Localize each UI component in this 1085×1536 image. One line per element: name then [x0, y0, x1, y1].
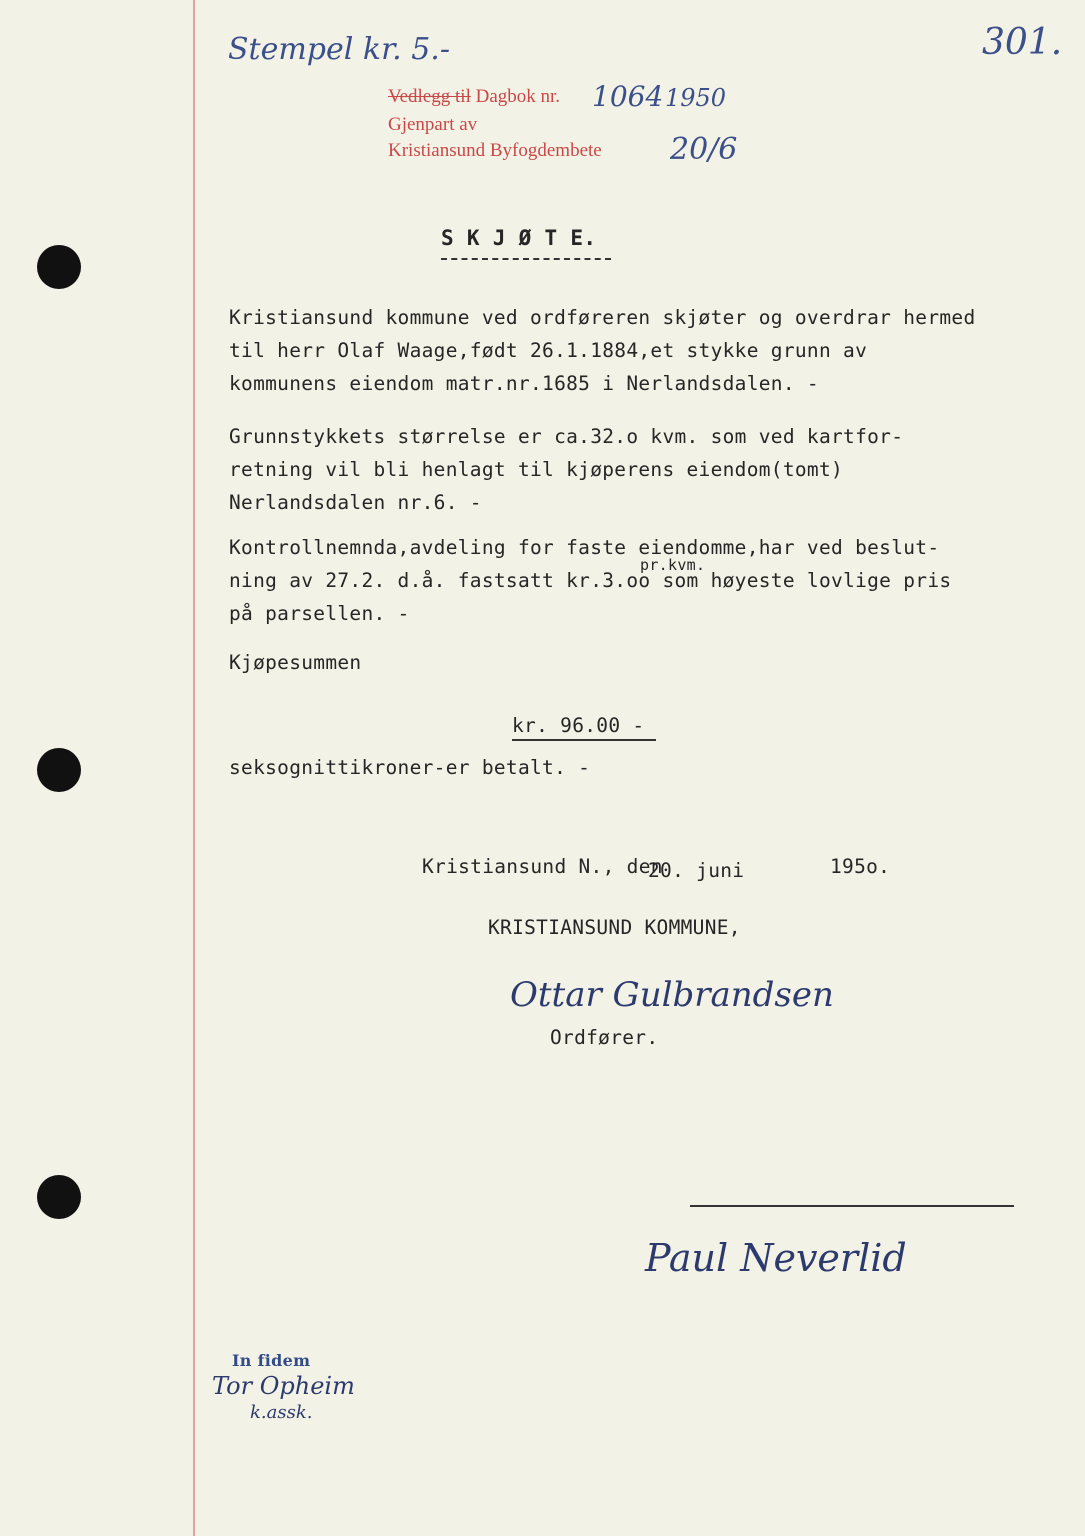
punch-hole: [37, 245, 81, 289]
title-underline: [441, 258, 611, 260]
amount: kr. 96.00 -: [512, 714, 645, 737]
stempel-note: Stempel kr. 5.-: [228, 32, 450, 67]
handwritten-date: 20/6: [670, 132, 738, 167]
page-number: 301.: [982, 22, 1063, 63]
dagbok-number: 1064: [592, 80, 664, 113]
margin-line: [193, 0, 195, 1536]
in-fidem-title: k.assk.: [250, 1402, 313, 1423]
date-day: 20. juni: [648, 859, 745, 882]
date-year: 195o.: [830, 855, 891, 878]
in-fidem-signature: Tor Opheim: [212, 1372, 355, 1400]
para1-line2: til herr Olaf Waage,født 26.1.1884,et stykke grunn av: [229, 339, 868, 362]
para2-line2: retning vil bli henlagt til kjøperens eiendom(tomt): [229, 458, 844, 481]
signer-title: Ordfører.: [550, 1026, 659, 1049]
para3-line2: ning av 27.2. d.å. fastsatt kr.3.oo som høyeste lovlige pris: [229, 569, 952, 592]
in-fidem-label: In fidem: [232, 1351, 311, 1370]
stamp-dagbok-label: Dagbok nr.: [475, 86, 561, 107]
para3-insert: pr.kvm.: [640, 556, 706, 574]
document-title: S K J Ø T E.: [441, 226, 597, 250]
signer-org: KRISTIANSUND KOMMUNE,: [488, 916, 741, 939]
signature-line: [690, 1205, 1014, 1207]
amount-words: seksognittikroner-er betalt. -: [229, 756, 591, 779]
para3-line3: på parsellen. -: [229, 602, 410, 625]
place-date: Kristiansund N., den: [422, 855, 663, 878]
signature-mayor: Ottar Gulbrandsen: [510, 975, 834, 1015]
stamp-line-3: Kristiansund Byfogdembete: [388, 140, 602, 161]
kjopesum-label: Kjøpesummen: [229, 651, 362, 674]
punch-hole: [37, 748, 81, 792]
para2-line3: Nerlandsdalen nr.6. -: [229, 491, 482, 514]
para1-line3: kommunens eiendom matr.nr.1685 i Nerlandsdalen. -: [229, 372, 819, 395]
signature-judge: Paul Neverlid: [645, 1236, 907, 1280]
stamp-line-2: Gjenpart av: [388, 114, 478, 135]
stamp-struck-text: Vedlegg til: [388, 86, 471, 107]
para3-line1: Kontrollnemnda,avdeling for faste eiendomme,har ved beslut-: [229, 536, 940, 559]
stamp-line-1: [388, 86, 560, 108]
para1-line1: Kristiansund kommune ved ordføreren skjøter og overdrar hermed: [229, 306, 976, 329]
amount-underline: [512, 739, 656, 741]
punch-hole: [37, 1175, 81, 1219]
dagbok-year: 1950: [665, 84, 727, 112]
para2-line1: Grunnstykkets størrelse er ca.32.o kvm. som ved kartfor-: [229, 425, 904, 448]
